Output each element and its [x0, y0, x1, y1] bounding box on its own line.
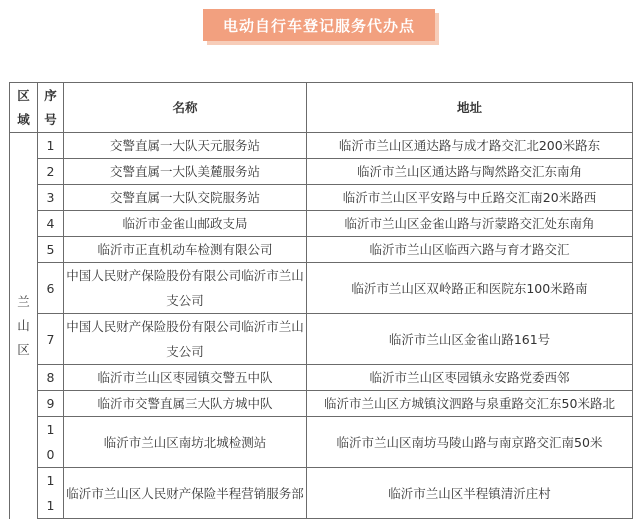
row-name: 中国人民财产保险股份有限公司临沂市兰山支公司 [64, 314, 307, 365]
row-name: 临沂市交警直属三大队方城中队 [64, 391, 307, 417]
row-address: 临沂市兰山区半程镇清沂庄村 [307, 468, 633, 519]
row-address: 临沂市兰山区临西六路与育才路交汇 [307, 237, 633, 263]
row-address: 临沂市兰山区双岭路正和医院东100米路南 [307, 263, 633, 314]
table-header-row [10, 83, 633, 133]
row-name: 临沂市兰山区人民财产保险半程营销服务部 [64, 468, 307, 519]
header-region: 区域 [10, 83, 38, 133]
table-row [10, 237, 633, 263]
header-num: 序号 [38, 83, 64, 133]
header-address: 地址 [307, 83, 633, 133]
row-address: 临沂市兰山区金雀山路161号 [307, 314, 633, 365]
table-row [10, 417, 633, 468]
table-row [10, 391, 633, 417]
row-name: 临沂市兰山区南坊北城检测站 [64, 417, 307, 468]
region-label: 兰山区 [17, 293, 30, 357]
row-address: 临沂市兰山区通达路与陶然路交汇东南角 [307, 159, 633, 185]
row-number: 8 [38, 365, 64, 391]
row-name: 中国人民财产保险股份有限公司临沂市兰山支公司 [64, 263, 307, 314]
row-address: 临沂市兰山区枣园镇永安路党委西邻 [307, 365, 633, 391]
header-name: 名称 [64, 83, 307, 133]
row-number: 7 [38, 314, 64, 365]
table-row [10, 314, 633, 365]
region-cell [10, 133, 38, 519]
row-name: 交警直属一大队天元服务站 [64, 133, 307, 159]
row-address: 临沂市兰山区平安路与中丘路交汇南20米路西 [307, 185, 633, 211]
table-row [10, 159, 633, 185]
row-address: 临沂市兰山区通达路与成才路交汇北200米路东 [307, 133, 633, 159]
row-name: 临沂市正直机动车检测有限公司 [64, 237, 307, 263]
row-number: 10 [38, 417, 64, 468]
table-row [10, 211, 633, 237]
service-points-table [9, 82, 633, 519]
row-name: 临沂市金雀山邮政支局 [64, 211, 307, 237]
row-number: 5 [38, 237, 64, 263]
table-row [10, 263, 633, 314]
table-row [10, 468, 633, 519]
row-number: 9 [38, 391, 64, 417]
row-name: 交警直属一大队交院服务站 [64, 185, 307, 211]
row-number: 6 [38, 263, 64, 314]
row-address: 临沂市兰山区金雀山路与沂蒙路交汇处东南角 [307, 211, 633, 237]
row-number: 11 [38, 468, 64, 519]
table-row [10, 365, 633, 391]
row-address: 临沂市兰山区方城镇汶泗路与泉重路交汇东50米路北 [307, 391, 633, 417]
page-title-banner [203, 9, 435, 41]
row-name: 交警直属一大队美麓服务站 [64, 159, 307, 185]
row-address: 临沂市兰山区南坊马陵山路与南京路交汇南50米 [307, 417, 633, 468]
table-row [10, 133, 633, 159]
table-row [10, 185, 633, 211]
row-number: 4 [38, 211, 64, 237]
row-number: 3 [38, 185, 64, 211]
row-number: 1 [38, 133, 64, 159]
row-name: 临沂市兰山区枣园镇交警五中队 [64, 365, 307, 391]
table-body [10, 133, 633, 519]
row-number: 2 [38, 159, 64, 185]
page-title: 电动自行车登记服务代办点 [222, 16, 415, 35]
